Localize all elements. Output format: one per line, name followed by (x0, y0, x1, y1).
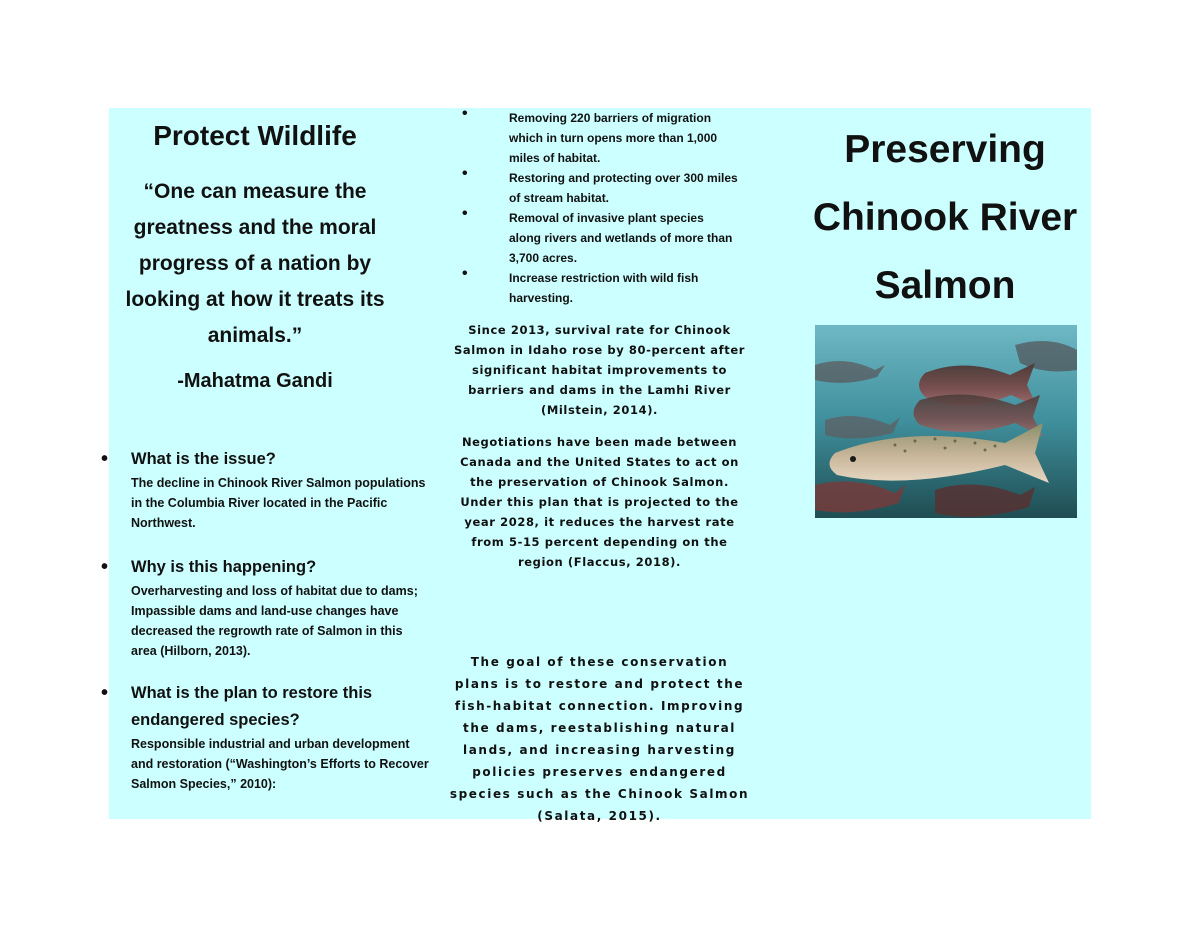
bullet-icon: • (101, 682, 109, 704)
brochure-title: Preserving Chinook River Salmon (812, 128, 1078, 307)
cause-heading: Why is this happening? (131, 558, 317, 576)
survival-paragraph: Since 2013, survival rate for Chinook Salmon in Idaho rose by 80-percent after significant habitat improvements to barriers and dams in the Lamhi River (Milstein, 2014). (453, 323, 746, 417)
cause-item (101, 554, 429, 661)
issue-heading: What is the issue? (131, 450, 276, 468)
protect-wildlife-heading: Protect Wildlife (153, 120, 357, 151)
cause-body: Overharvesting and loss of habitat due to dams; Impassible dams and land-use changes have decreased the regrowth rate of Salmon in this area (Hilborn, 2013). (131, 584, 418, 658)
goal-paragraph: The goal of these conservation plans is to restore and protect the fish-habitat connection. Improving the dams, reestablishing natural lands, and increasing harvesting policies preserves endangered species such as the Chinook Salmon (Salata, 2015). (449, 655, 750, 823)
issue-item (101, 446, 429, 533)
bullet-icon: • (462, 165, 468, 182)
bullet-icon: • (462, 205, 468, 222)
bullet-icon: • (462, 265, 468, 282)
bullet-item (462, 265, 739, 308)
bullet-icon: • (101, 556, 109, 578)
issue-body: The decline in Chinook River Salmon populations in the Columbia River located in the Pacific Northwest. (131, 476, 426, 530)
bullet-item (462, 205, 739, 268)
bullet-text: Increase restriction with wild fish harvesting. (509, 271, 699, 305)
quote-author: -Mahatma Gandi (177, 370, 333, 392)
plan-item (101, 680, 429, 794)
bullet-icon: • (101, 448, 109, 470)
bullet-text: Removing 220 barriers of migration which in turn opens more than 1,000 miles of habitat. (509, 111, 718, 165)
gandhi-quote: “One can measure the greatness and the moral progress of a nation by looking at how it treats its animals.” (125, 180, 385, 347)
salmon-illustration (815, 325, 1077, 518)
bullet-icon: • (462, 105, 468, 122)
salmon-photo (815, 325, 1077, 518)
bullet-item (462, 105, 739, 168)
bullet-text: Removal of invasive plant species along rivers and wetlands of more than 3,700 acres. (509, 211, 733, 265)
plan-body: Responsible industrial and urban development and restoration (“Washington’s Efforts to Recover Salmon Species,” 2010): (131, 737, 429, 791)
bullet-text: Restoring and protecting over 300 miles of stream habitat. (509, 171, 738, 205)
negotiations-paragraph: Negotiations have been made between Canada and the United States to act on the preservation of Chinook Salmon. Under this plan that is projected to the year 2028, it reduces the harvest rate from 5-15 percent depending on the region (Flaccus, 2018). (460, 435, 739, 569)
plan-heading: What is the plan to restore this endangered species? (131, 684, 373, 729)
bullet-item (462, 165, 739, 208)
